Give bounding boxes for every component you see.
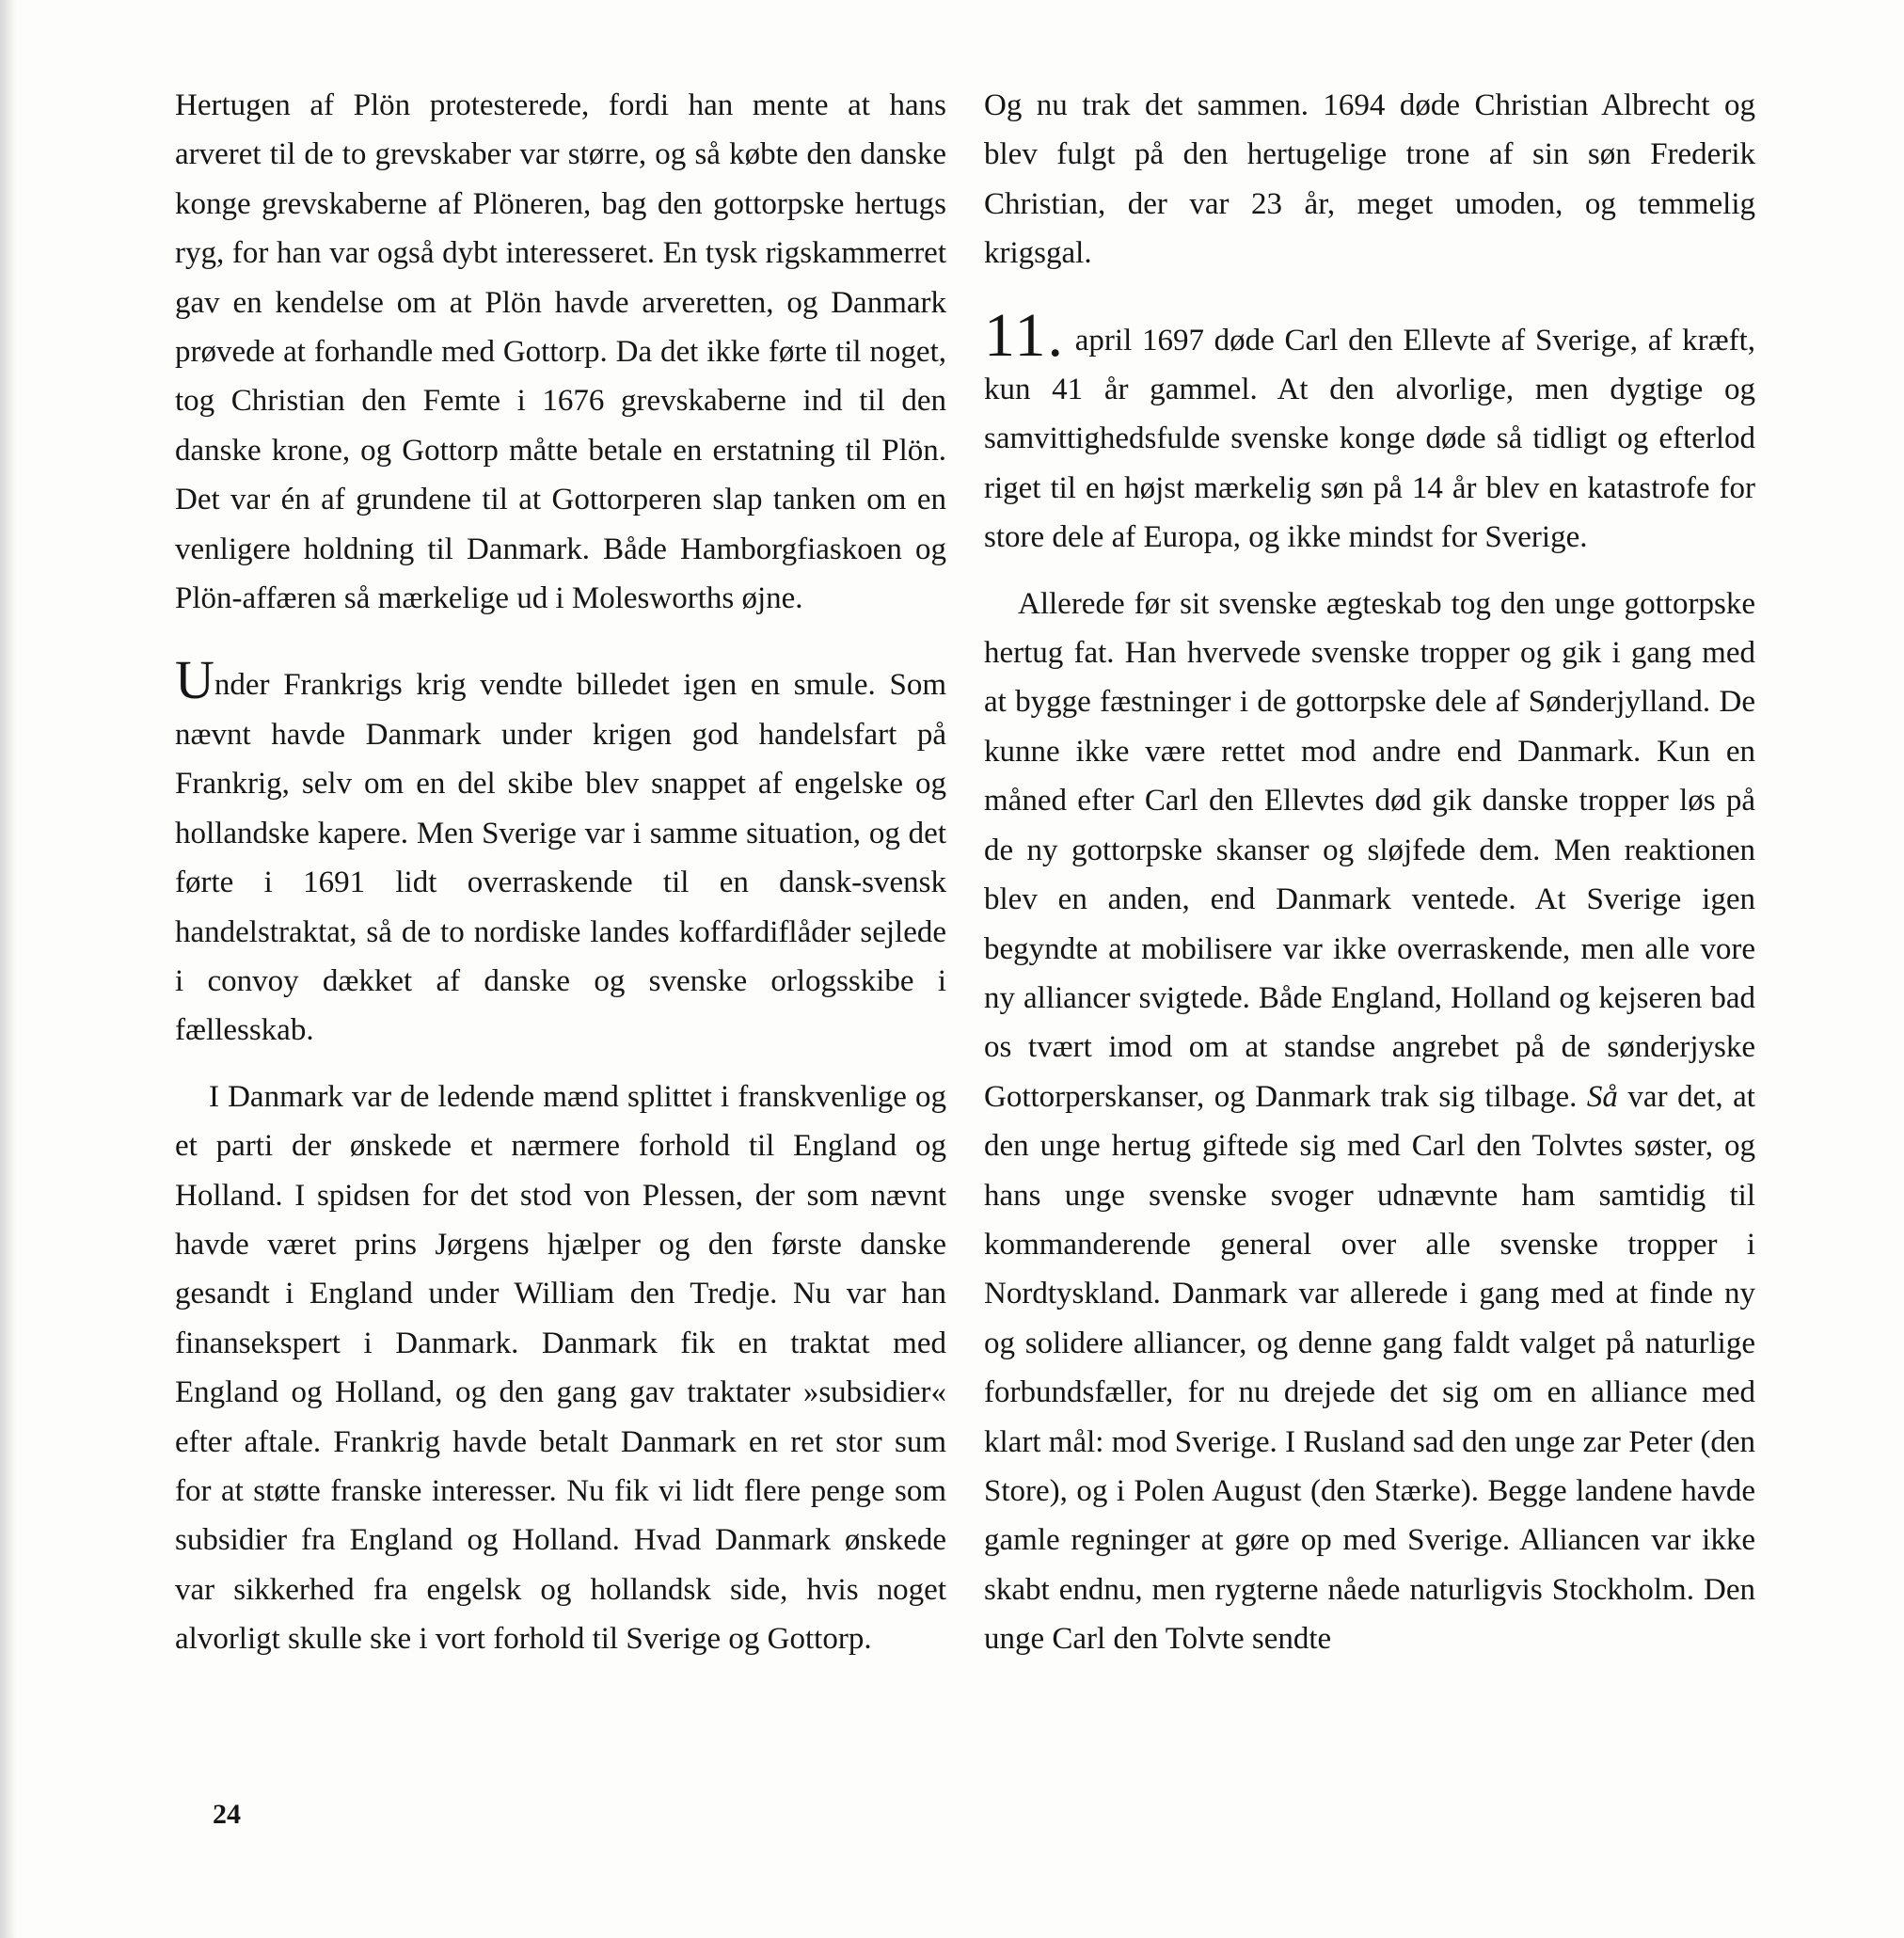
- left-column: [175, 81, 946, 1664]
- paragraph-aegteskab: [984, 580, 1755, 1664]
- paragraph-christian-albrecht: Og nu trak det sammen. 1694 døde Christian Albrecht og blev fulgt på den hertugelige trone af sin søn Frederik Christian, der var 23 år, meget umoden, og temmelig krigsgal.: [984, 88, 1755, 271]
- page-number: 24: [213, 1799, 241, 1830]
- paragraph-carl-ellevte: [984, 300, 1755, 563]
- paragraph-gap: [984, 563, 1755, 580]
- emphasis-sa: Så: [1586, 1079, 1618, 1114]
- paragraph-danmark-ledende: I Danmark var de ledende mænd splittet i franskvenlige og et parti der ønskede et nærmere forhold til England og Holland. I spidsen for det stod von Plessen, der som nævnt havde været prins Jørgens hjælper og den første danske gesandt i England under William den Tredje. Nu var han finansekspert i Danmark. Danmark fik en traktat med England og Holland, og den gang gav traktater »subsidier« efter aftale. Frankrig havde betalt Danmark en ret stor sum for at støtte franske interesser. Nu fik vi lidt flere penge som subsidier fra England og Holland. Hvad Danmark ønskede var sikkerhed fra engelsk og hollandsk side, hvis noget alvorligt skulle ske i vort forhold til Sverige og Gottorp.: [175, 1079, 946, 1657]
- spine-shadow: [0, 0, 17, 1938]
- right-column: [984, 81, 1755, 1664]
- paragraph-carl-ellevte-text: april 1697 døde Carl den Ellevte af Sverige, af kræft, kun 41 år gammel. At den alvorlige, men dygtige og samvittighedsfulde svenske konge døde så tidligt og efterlod riget til en højst mærkelig søn på 14 år blev en katastrofe for store dele af Europa, og ikke mindst for Sverige.: [984, 323, 1755, 555]
- paragraph-gap: [175, 1056, 946, 1072]
- paragraph-frankrigs-krig: [175, 649, 946, 1055]
- initial-letter: U: [175, 649, 214, 711]
- paragraph-aegteskab-text-a: Allerede før sit svenske ægteskab tog den unge gottorpske hertug fat. Han hvervede svenske tropper og gik i gang med at bygge fæstninger i de gottorpske dele af Sønderjylland. De kunne ikke være rettet mod andre end Danmark. Kun en måned efter Carl den Ellevtes død gik danske tropper løs på de ny gottorpske skanser og sløjfede dem. Men reaktionen blev en anden, end Danmark ventede. At Sverige igen begyndte at mobilisere var ikke overraskende, men alle vore ny alliancer svigtede. Både England, Holland og kejseren bad os tvært imod om at standse angrebet på de sønderjyske Gottorperskanser, og Danmark trak sig tilbage.: [984, 586, 1755, 1114]
- paragraph-aegteskab-text-b: var det, at den unge hertug giftede sig med Carl den Tolvtes søster, og hans unge svenske svoger udnævnte ham samtidig til kommanderende general over alle svenske tropper i Nordtyskland. Danmark var allerede i gang med at finde ny og solidere alliancer, og denne gang faldt valget på naturlige forbundsfæller, for nu drejede det sig om en alliance med klart mål: mod Sverige. I Rusland sad den unge zar Peter (den Store), og i Polen August (den Stærke). Begge landene havde gamle regninger at gøre op med Sverige. Alliancen var ikke skabt endnu, men rygterne nåede naturligvis Stockholm. Den unge Carl den Tolvte sendte: [984, 1079, 1755, 1657]
- paragraph-frankrigs-krig-text: nder Frankrigs krig vendte billedet igen en smule. Som nævnt havde Danmark under krigen god handelsfart på Frankrig, selv om en del skibe blev snappet af engelske og hollandske kapere. Men Sverige var i samme situation, og det førte i 1691 lidt overraskende til en dansk-svensk handelstraktat, så de to nordiske landes koffardiflåder sejlede i convoy dækket af danske og svenske orlogsskibe i fællesskab.: [175, 668, 946, 1048]
- section-break: [984, 278, 1755, 316]
- paragraph-plon: Hertugen af Plön protesterede, fordi han mente at hans arveret til de to grevskaber var større, og så købte den danske konge grevskaberne af Plöneren, bag den gottorpske hertugs ryg, for han var også dybt interesseret. En tysk rigskammerret gav en kendelse om at Plön havde arveretten, og Danmark prøvede at forhandle med Gottorp. Da det ikke førte til noget, tog Christian den Femte i 1676 grevskaberne ind til den danske krone, og Gottorp måtte betale en erstatning til Plön. Det var én af grundene til at Gottorperen slap tanken om en venligere holdning til Danmark. Både Hamborgfiaskoen og Plön-affæren så mærkelige ud i Molesworths øjne.: [175, 88, 946, 616]
- section-break: [175, 623, 946, 660]
- initial-number: 11.: [984, 300, 1066, 370]
